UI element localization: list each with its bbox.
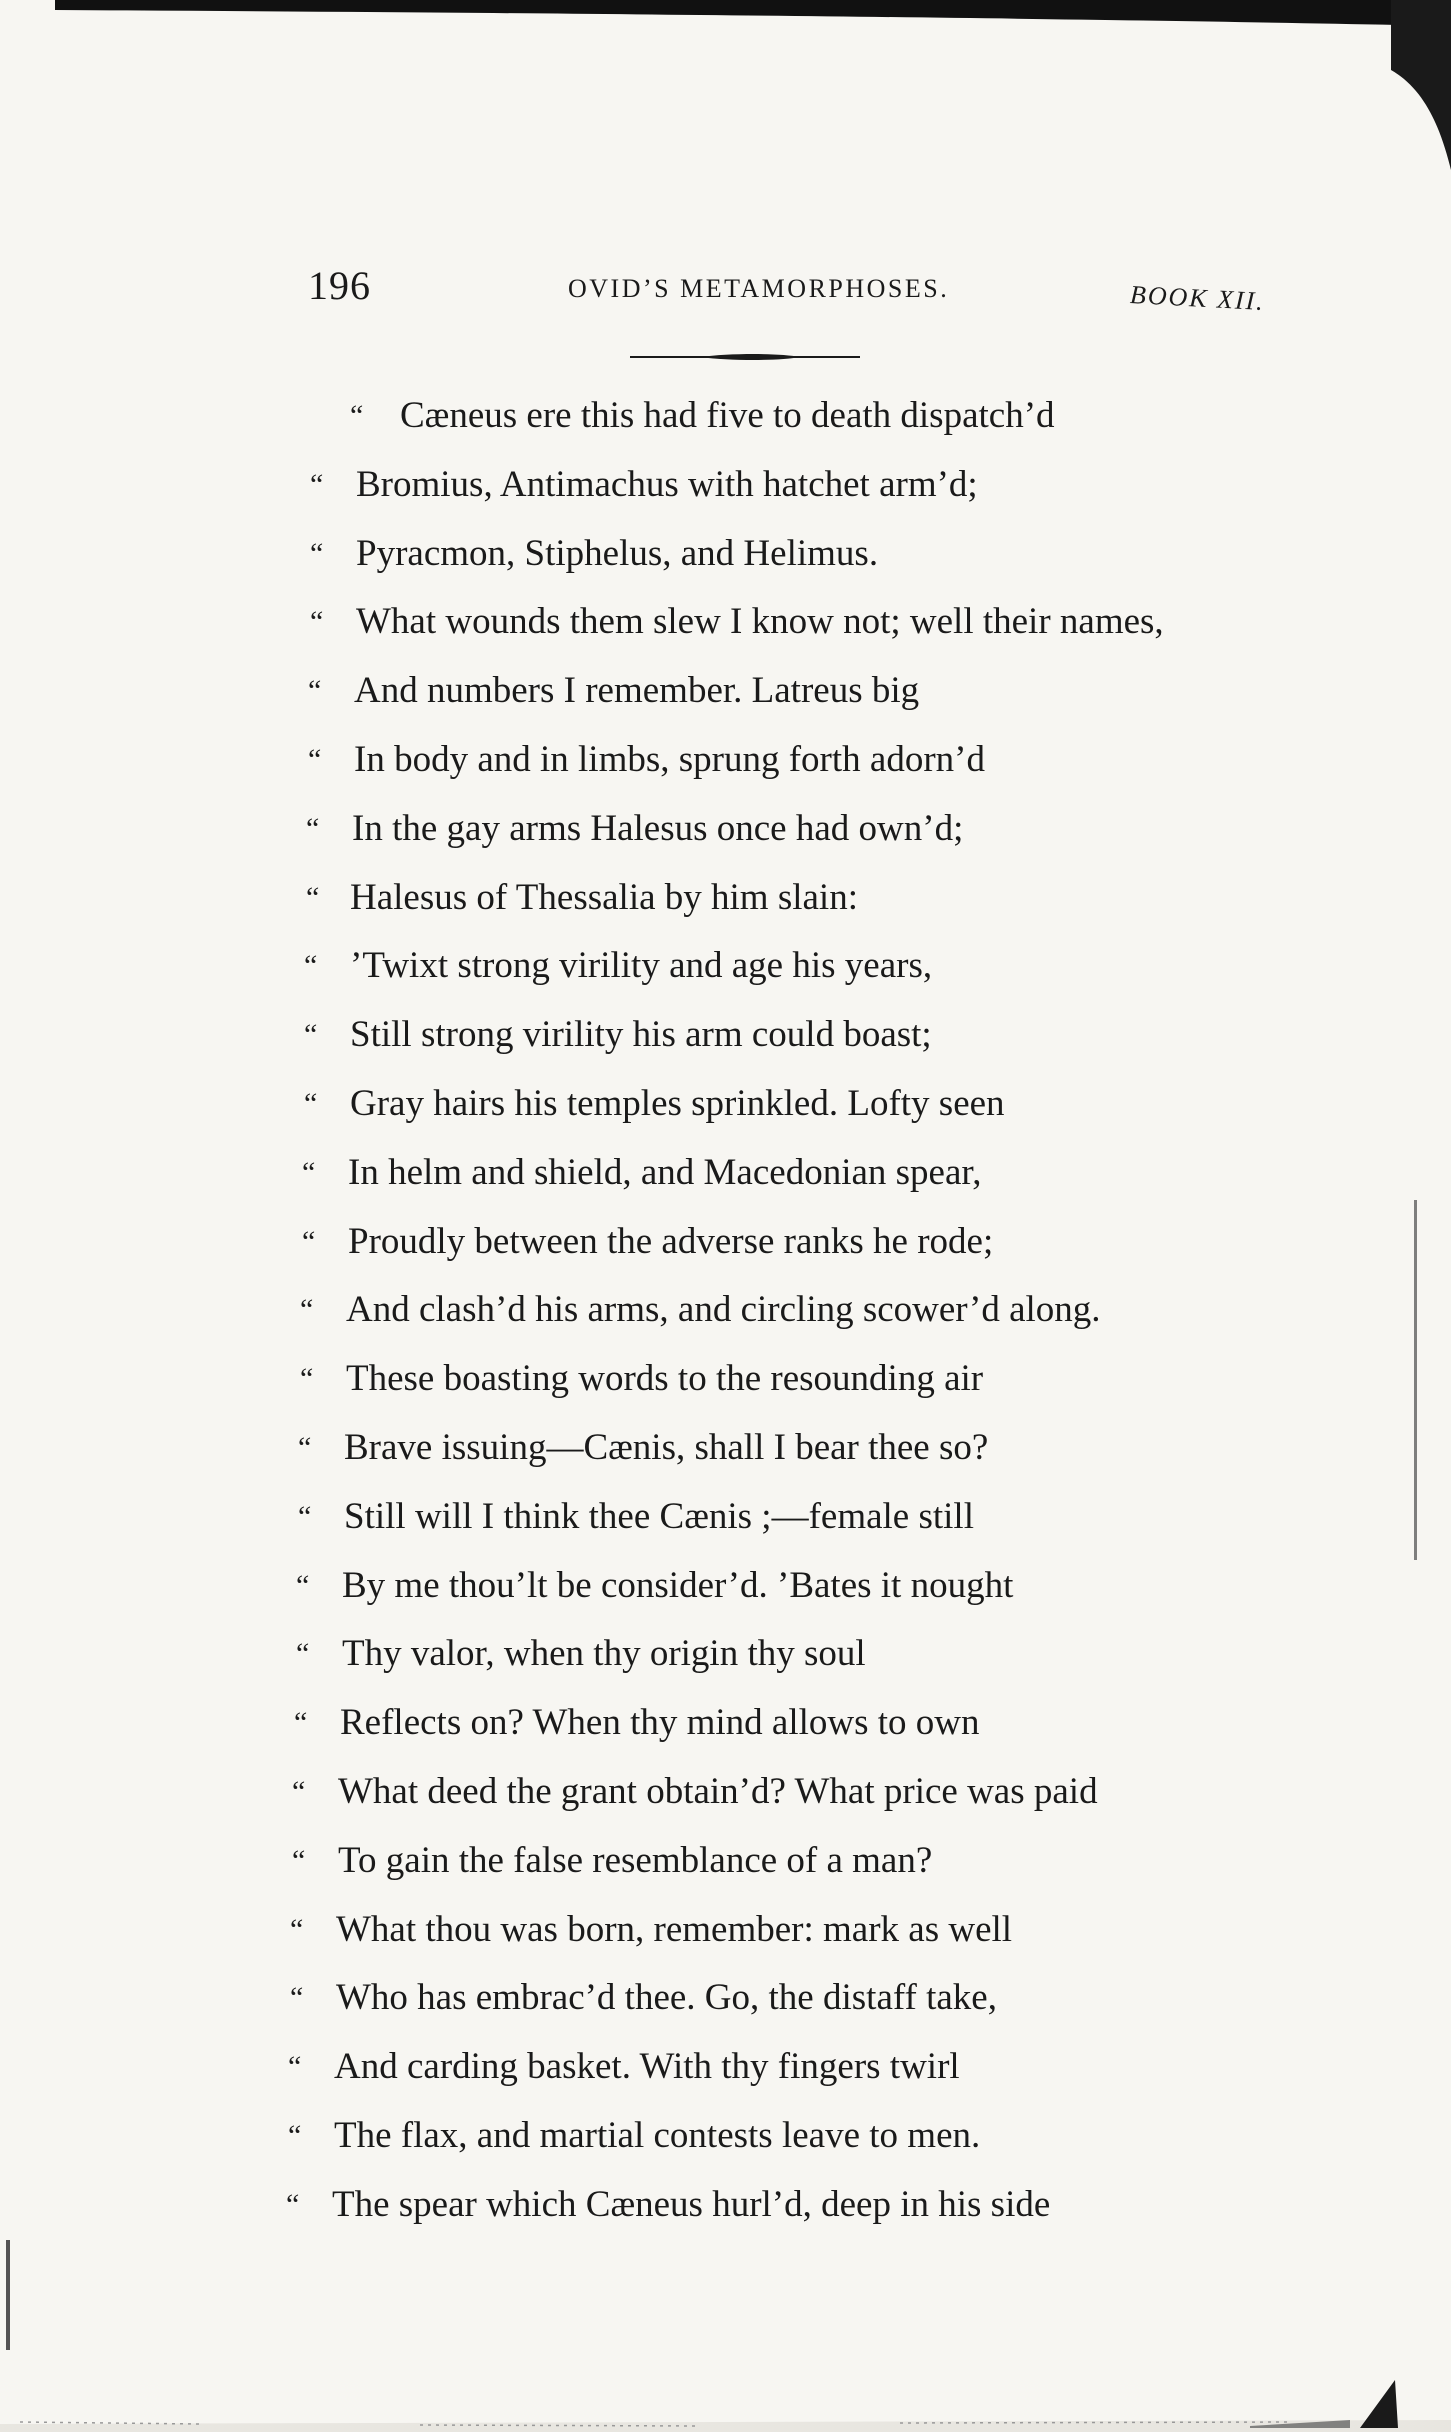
quote-mark: “ bbox=[310, 536, 324, 570]
scan-corner-shadow bbox=[1391, 0, 1451, 170]
verse-line bbox=[0, 2171, 1451, 2240]
quote-mark: “ bbox=[296, 1637, 310, 1671]
verse-line bbox=[0, 726, 1451, 795]
quote-mark: “ bbox=[304, 1018, 318, 1052]
verse-text: And clash’d his arms, and circling scower’d along. bbox=[346, 1289, 1101, 1331]
quote-mark: “ bbox=[304, 1086, 318, 1120]
verse-line bbox=[0, 1689, 1451, 1758]
verse-line bbox=[0, 1827, 1451, 1896]
header-ornament-rule bbox=[630, 353, 860, 361]
verse-text: ’Twixt strong virility and age his years, bbox=[350, 945, 933, 987]
quote-mark: “ bbox=[302, 1155, 316, 1189]
quote-mark: “ bbox=[310, 467, 324, 501]
verse-text: Cæneus ere this had five to death dispatch’d bbox=[400, 395, 1055, 436]
verse-text: By me thou’lt be consider’d. ’Bates it nought bbox=[342, 1564, 1014, 1606]
verse-line bbox=[0, 451, 1451, 520]
verse-text: The spear which Cæneus hurl’d, deep in his side bbox=[332, 2183, 1051, 2225]
verse-line bbox=[0, 1483, 1451, 1552]
verse-line bbox=[0, 2102, 1451, 2171]
verse-text: Halesus of Thessalia by him slain: bbox=[350, 876, 858, 918]
verse-line bbox=[0, 1001, 1451, 1070]
quote-mark: “ bbox=[288, 2050, 302, 2084]
quote-mark: “ bbox=[296, 1568, 310, 1602]
verse-text: Pyracmon, Stiphelus, and Helimus. bbox=[356, 532, 879, 574]
verse-line bbox=[0, 657, 1451, 726]
verse-text: What thou was born, remember: mark as well bbox=[336, 1908, 1013, 1950]
verse-text: And numbers I remember. Latreus big bbox=[354, 670, 920, 712]
verse-text: In helm and shield, and Macedonian spear, bbox=[348, 1151, 982, 1193]
quote-mark: “ bbox=[290, 1981, 304, 2015]
quote-mark: “ bbox=[294, 1706, 308, 1740]
scan-top-edge bbox=[55, 0, 1451, 30]
verse-text: Gray hairs his temples sprinkled. Lofty seen bbox=[350, 1082, 1005, 1124]
verse-text: What deed the grant obtain’d? What price was paid bbox=[338, 1770, 1098, 1812]
verse-lines bbox=[0, 382, 1451, 2240]
quote-mark: “ bbox=[308, 742, 322, 776]
quote-mark: “ bbox=[300, 1362, 314, 1396]
verse-text: Brave issuing—Cænis, shall I bear thee so? bbox=[344, 1426, 989, 1468]
verse-line bbox=[0, 864, 1451, 933]
verse-text: In the gay arms Halesus once had own’d; bbox=[352, 807, 964, 849]
verse-line bbox=[0, 588, 1451, 657]
verse-line bbox=[0, 1070, 1451, 1139]
verse-text: What wounds them slew I know not; well their names, bbox=[356, 601, 1164, 643]
verse-line bbox=[0, 1414, 1451, 1483]
verse-line bbox=[0, 1345, 1451, 1414]
verse-text: The flax, and martial contests leave to men. bbox=[334, 2114, 981, 2156]
verse-text: Still strong virility his arm could boast; bbox=[350, 1014, 932, 1056]
verse-text: In body and in limbs, sprung forth adorn’d bbox=[354, 738, 985, 780]
verse-line bbox=[0, 1896, 1451, 1965]
quote-mark: “ bbox=[292, 1843, 306, 1877]
verse-line bbox=[0, 520, 1451, 589]
verse-line bbox=[0, 1139, 1451, 1208]
verse-text: Bromius, Antimachus with hatchet arm’d; bbox=[356, 463, 978, 505]
page-number: 196 bbox=[308, 263, 371, 308]
verse-text: Reflects on? When thy mind allows to own bbox=[340, 1702, 980, 1744]
page-header bbox=[0, 262, 1451, 322]
verse-text: Still will I think thee Cænis ;—female still bbox=[344, 1495, 974, 1537]
verse-line bbox=[0, 932, 1451, 1001]
verse-text: To gain the false resemblance of a man? bbox=[338, 1839, 933, 1881]
verse-line bbox=[0, 1276, 1451, 1345]
quote-mark: “ bbox=[286, 2187, 300, 2221]
quote-mark: “ bbox=[306, 811, 320, 845]
quote-mark: “ bbox=[350, 399, 364, 432]
verse-text: Proudly between the adverse ranks he rode; bbox=[348, 1220, 994, 1262]
verse-line bbox=[0, 1208, 1451, 1277]
verse-text: And carding basket. With thy fingers twirl bbox=[334, 2046, 960, 2088]
quote-mark: “ bbox=[298, 1430, 312, 1464]
verse-line bbox=[0, 2033, 1451, 2102]
quote-mark: “ bbox=[308, 674, 322, 708]
verse-line bbox=[0, 795, 1451, 864]
verse-line bbox=[0, 1758, 1451, 1827]
verse-text: Thy valor, when thy origin thy soul bbox=[342, 1633, 866, 1675]
quote-mark: “ bbox=[304, 949, 318, 983]
verse-line bbox=[0, 1964, 1451, 2033]
verse-text: Who has embrac’d thee. Go, the distaff take, bbox=[336, 1977, 997, 2019]
quote-mark: “ bbox=[302, 1224, 316, 1258]
verse-line bbox=[0, 1552, 1451, 1621]
verse-text: These boasting words to the resounding air bbox=[346, 1358, 984, 1400]
running-title: OVID’S METAMORPHOSES. bbox=[568, 274, 950, 303]
quote-mark: “ bbox=[298, 1499, 312, 1533]
verse-line bbox=[0, 1620, 1451, 1689]
verse-line bbox=[0, 382, 1451, 451]
quote-mark: “ bbox=[306, 880, 320, 914]
book-label: BOOK XII. bbox=[1129, 280, 1266, 317]
quote-mark: “ bbox=[300, 1293, 314, 1327]
quote-mark: “ bbox=[288, 2118, 302, 2152]
quote-mark: “ bbox=[290, 1912, 304, 1946]
quote-mark: “ bbox=[292, 1774, 306, 1808]
scan-bottom-edge bbox=[0, 2380, 1451, 2432]
quote-mark: “ bbox=[310, 605, 324, 639]
scan-left-edge-mark bbox=[6, 2240, 10, 2350]
